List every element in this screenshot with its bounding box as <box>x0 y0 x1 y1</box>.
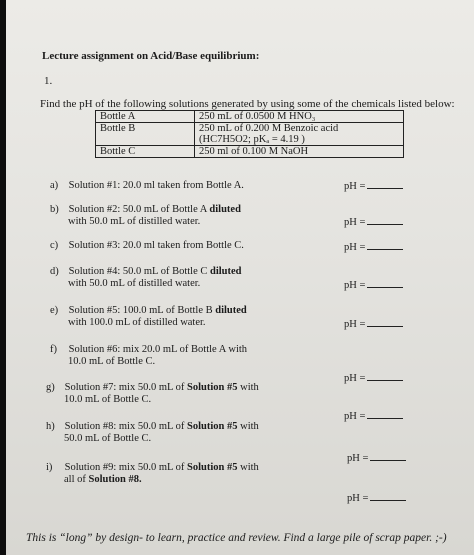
answer-blank[interactable] <box>367 241 403 250</box>
question-g: g) Solution #7: mix 50.0 mL of Solution #5 with 10.0 mL of Bottle C. <box>46 382 259 405</box>
ph-answer-d[interactable]: pH = <box>344 279 403 291</box>
ph-answer-a[interactable]: pH = <box>344 180 403 192</box>
ph-answer-e[interactable]: pH = <box>344 318 403 330</box>
question-text-line2: 10.0 mL of Bottle C. <box>64 394 152 405</box>
question-text: Solution #6: mix 20.0 mL of Bottle A with <box>68 344 248 355</box>
question-text-line2: 10.0 mL of Bottle C. <box>68 356 156 367</box>
question-text-line2: with 100.0 mL of distilled water. <box>68 317 206 328</box>
question-label: h) <box>46 421 55 432</box>
question-c <box>50 240 244 252</box>
bottle-contents: 250 ml of 0.100 M NaOH <box>195 146 404 158</box>
question-text-line2: 50.0 mL of Bottle C. <box>64 433 152 444</box>
question-label: i) <box>46 462 53 473</box>
answer-blank[interactable] <box>367 318 403 327</box>
problem-number: 1. <box>44 75 53 87</box>
bottle-name: Bottle C <box>96 146 195 158</box>
bottle-contents: 250 mL of 0.0500 M HNO₃ <box>195 111 404 123</box>
question-label: a) <box>50 180 59 191</box>
table-row <box>96 123 404 135</box>
answer-blank[interactable] <box>367 180 403 189</box>
answer-blank[interactable] <box>367 410 403 419</box>
instructions: Find the pH of the following solutions generated by using some of the chemicals listed below: <box>40 98 455 110</box>
answer-blank[interactable] <box>367 216 403 225</box>
table-row <box>96 146 404 158</box>
answer-blank[interactable] <box>367 279 403 288</box>
question-text: Solution #1: 20.0 ml taken from Bottle A. <box>68 180 244 191</box>
question-label: e) <box>50 305 59 316</box>
table-row <box>96 111 404 123</box>
question-b: b) Solution #2: 50.0 mL of Bottle A diluted with 50.0 mL of distilled water. <box>50 204 241 227</box>
answer-blank[interactable] <box>367 372 403 381</box>
bottle-name: Bottle B <box>96 123 195 146</box>
question-i: i) Solution #9: mix 50.0 mL of Solution #5 with all of Solution #8. <box>46 462 259 485</box>
page-title: Lecture assignment on Acid/Base equilibrium: <box>42 50 260 62</box>
question-label: g) <box>46 382 55 393</box>
answer-blank[interactable] <box>370 452 406 461</box>
question-text-line2: with 50.0 mL of distilled water. <box>68 278 201 289</box>
question-text: Solution #3: 20.0 ml taken from Bottle C. <box>68 240 244 251</box>
question-a <box>50 180 244 192</box>
ph-answer-h[interactable]: pH = <box>347 452 406 464</box>
ph-answer-c[interactable]: pH = <box>344 241 403 253</box>
bottle-contents: 250 mL of 0.200 M Benzoic acid <box>195 123 404 135</box>
question-label: d) <box>50 266 59 277</box>
ph-answer-b[interactable]: pH = <box>344 216 403 228</box>
bottle-contents-note: (HC7H5O2; pKₐ = 4.19 ) <box>195 134 404 146</box>
answer-blank[interactable] <box>370 492 406 501</box>
question-f <box>50 344 247 368</box>
question-text-line2: with 50.0 mL of distilled water. <box>68 216 201 227</box>
question-label: c) <box>50 240 59 251</box>
question-e: e) Solution #5: 100.0 mL of Bottle B diluted with 100.0 mL of distilled water. <box>50 305 247 328</box>
question-label: b) <box>50 204 59 215</box>
question-d: d) Solution #4: 50.0 mL of Bottle C diluted with 50.0 mL of distilled water. <box>50 266 242 289</box>
worksheet-page <box>6 0 474 555</box>
ph-answer-g[interactable]: pH = <box>344 410 403 422</box>
bottle-name: Bottle A <box>96 111 195 123</box>
chemicals-table <box>95 110 404 158</box>
ph-answer-i[interactable]: pH = <box>347 492 406 504</box>
question-text-line2: all of Solution #8. <box>64 474 142 485</box>
question-label: f) <box>50 344 57 355</box>
question-h: h) Solution #8: mix 50.0 mL of Solution #5 with 50.0 mL of Bottle C. <box>46 421 259 444</box>
ph-answer-f[interactable]: pH = <box>344 372 403 384</box>
footer-note: This is “long” by design- to learn, practice and review. Find a large pile of scrap paper. ;-) <box>26 532 447 544</box>
